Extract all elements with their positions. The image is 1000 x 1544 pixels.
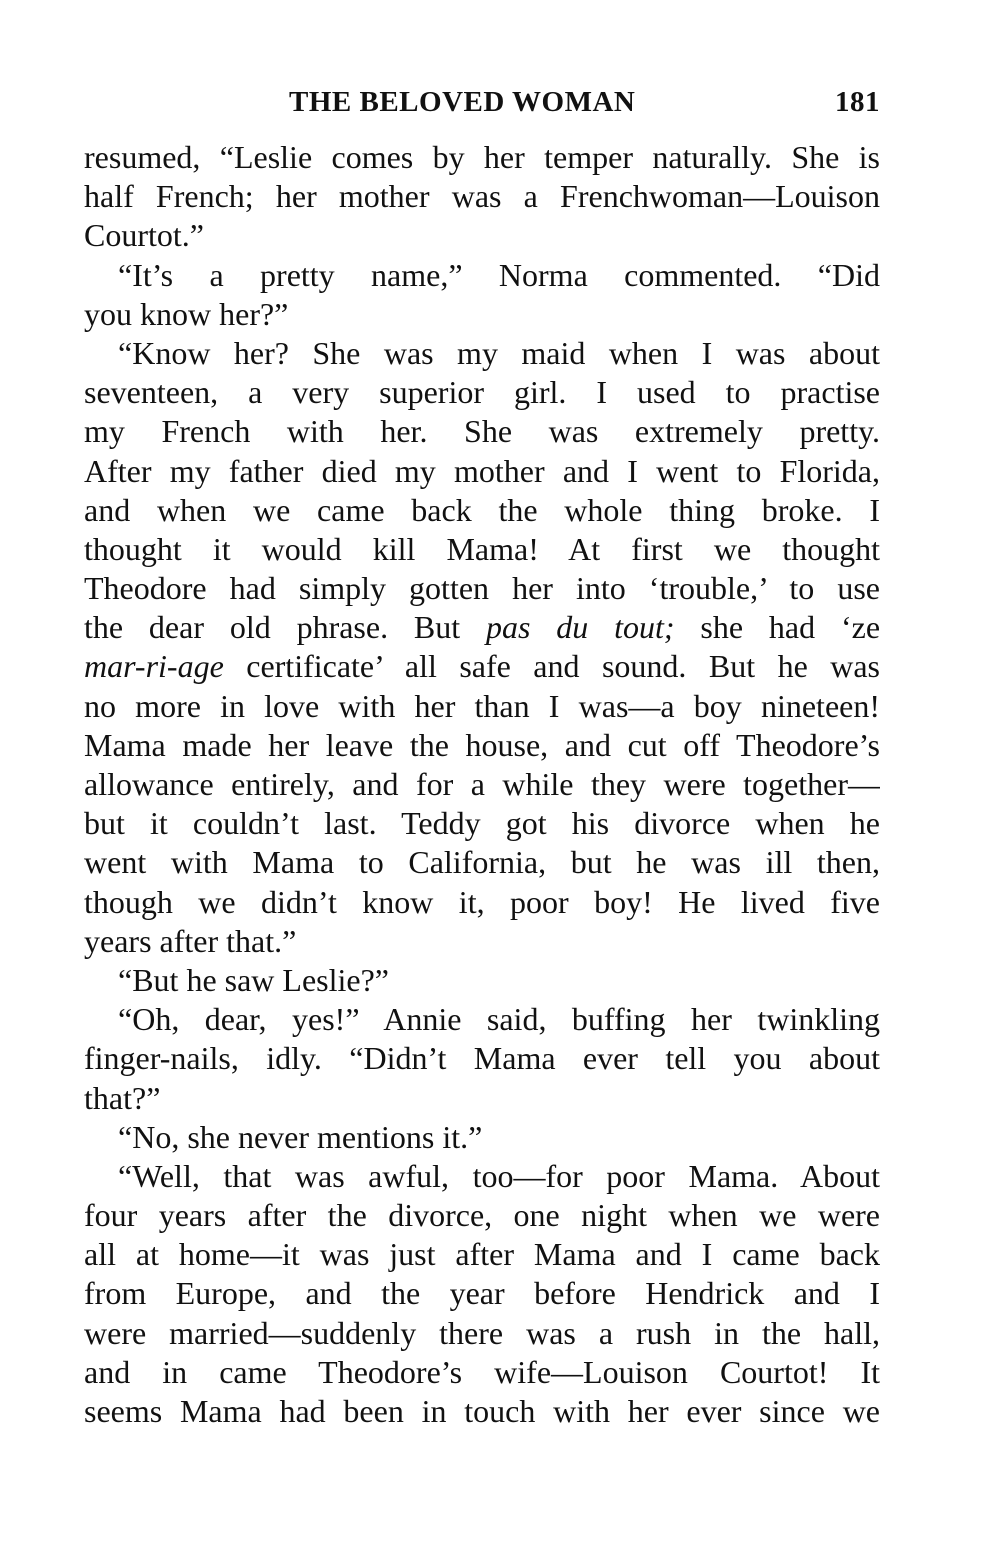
text-segment: certificate’ all safe and sound. But he was	[223, 648, 880, 685]
text-line: but it couldn’t last. Teddy got his divorce when he	[84, 805, 880, 842]
text-line: Mama made her leave the house, and cut off Theodore’s	[84, 726, 880, 763]
text-line: “No, she never mentions it.”	[118, 1118, 483, 1155]
paragraph	[84, 1000, 880, 1118]
running-title: THE BELOVED WOMAN	[289, 86, 636, 118]
text-line: resumed, “Leslie comes by her temper naturally. She is	[84, 139, 880, 175]
text-line: seems Mama had been in touch with her ever since we	[84, 1393, 880, 1429]
text-line: “It’s a pretty name,” Norma commented. “Did	[118, 256, 880, 293]
text-line	[84, 647, 880, 686]
paragraph	[84, 138, 880, 256]
text-line: years after that.”	[84, 922, 297, 959]
text-line: After my father died my mother and I went to Florida,	[84, 452, 880, 489]
running-head	[84, 86, 880, 126]
text-line: and when we came back the whole thing broke. I	[84, 491, 880, 528]
paragraph	[84, 256, 880, 334]
italic-phrase: mar-ri-age	[84, 648, 224, 685]
text-line: “Well, that was awful, too—for poor Mama. About	[118, 1157, 880, 1194]
text-line: that?”	[84, 1079, 161, 1116]
text-line: were married—suddenly there was a rush in the hall,	[84, 1314, 880, 1351]
text-segment: the dear old phrase. But	[84, 609, 486, 646]
text-line: no more in love with her than I was—a boy nineteen!	[84, 687, 880, 724]
text-line	[84, 608, 880, 647]
text-line: my French with her. She was extremely pretty.	[84, 413, 880, 450]
page-number: 181	[835, 86, 880, 118]
text-line: “Oh, dear, yes!” Annie said, buffing her twinkling	[118, 1001, 880, 1038]
text-line: half French; her mother was a Frenchwoman—Louison	[84, 178, 880, 215]
text-line: thought it would kill Mama! At first we thought	[84, 530, 880, 567]
text-line: all at home—it was just after Mama and I came back	[84, 1236, 880, 1273]
text-segment: she had ‘ze	[674, 609, 880, 646]
text-line: Theodore had simply gotten her into ‘trouble,’ to use	[84, 570, 880, 607]
paragraph	[84, 1157, 880, 1431]
paragraph	[84, 1118, 880, 1157]
text-line: from Europe, and the year before Hendrick and I	[84, 1275, 880, 1312]
text-line: you know her?”	[84, 295, 289, 332]
paragraph	[84, 334, 880, 961]
text-line: Courtot.”	[84, 217, 204, 254]
text-line: though we didn’t know it, poor boy! He lived five	[84, 883, 880, 920]
text-line: and in came Theodore’s wife—Louison Courtot! It	[84, 1353, 880, 1390]
text-line: went with Mama to California, but he was ill then,	[84, 844, 880, 881]
text-line: four years after the divorce, one night when we were	[84, 1197, 880, 1234]
text-line: “Know her? She was my maid when I was about	[118, 334, 880, 371]
text-line: seventeen, a very superior girl. I used to practise	[84, 374, 880, 411]
paragraph	[84, 961, 880, 1000]
text-line: “But he saw Leslie?”	[118, 961, 389, 998]
page-body	[84, 138, 880, 1431]
italic-phrase: pas du tout;	[486, 609, 675, 646]
text-line: allowance entirely, and for a while they were together—	[84, 766, 880, 802]
text-line: finger-nails, idly. “Didn’t Mama ever tell you about	[84, 1040, 880, 1077]
